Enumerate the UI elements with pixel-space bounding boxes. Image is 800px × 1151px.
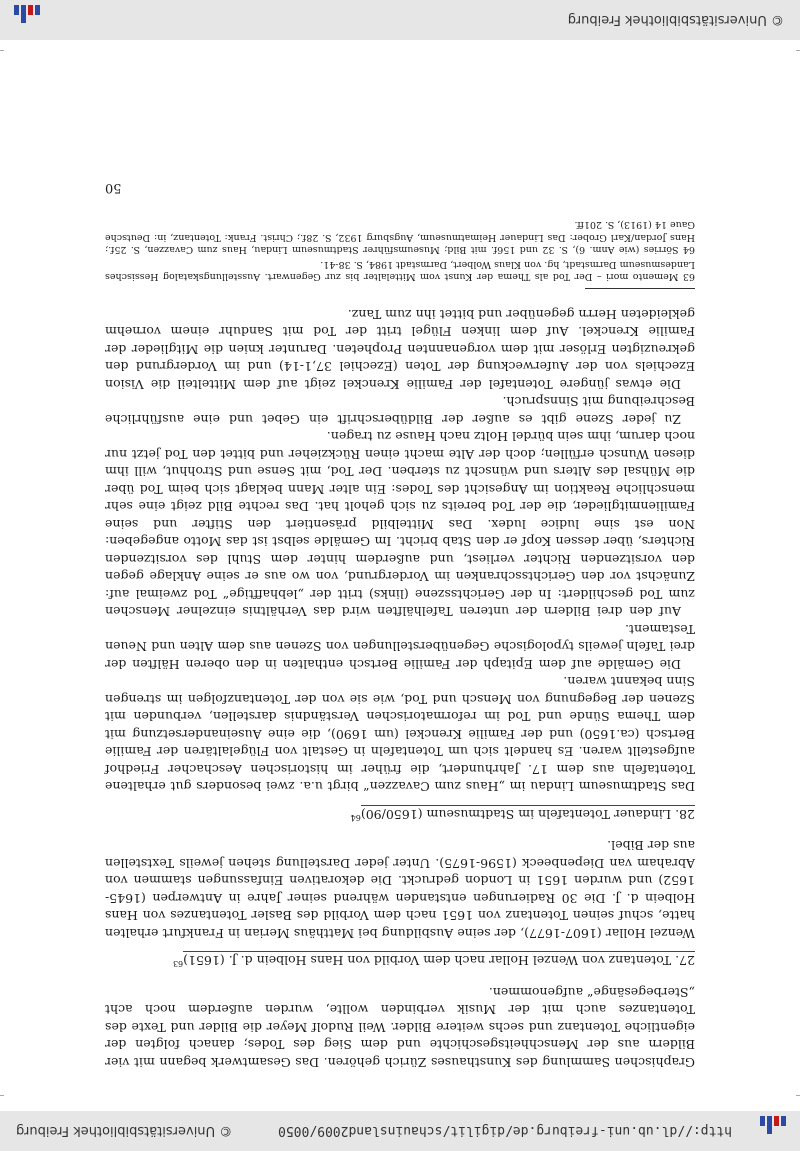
footer-copyright: © Universitätsbibliothek Freiburg <box>567 12 784 28</box>
footer-bar <box>0 0 800 40</box>
section-28-title: 28. Lindauer Totentafeln im Stadtmuseum (1650/90) <box>360 807 695 822</box>
header-bar <box>0 1111 800 1151</box>
section-28-paragraph-5: Die etwas jüngere Totentafel der Familie Krenckel zeigt auf dem Mittelteil die Vision Ezechiels von der Auferweckung der Toten (Ezechiel 37,1-14) und im Vordergrund den gekreuzigten Erlöser mit dem vorgenannten Propheten. Darunter knien die Mitglieder der Familie Krenckel. Auf dem linken Flügel tritt der Tod mit Sanduhr einem vornehm gekleideten Herrn gegenüber und bittet ihn zum Tanz. <box>105 307 695 392</box>
section-27-heading <box>105 952 695 970</box>
footnote-ref-64[interactable]: 64 <box>350 813 361 823</box>
page-content <box>105 81 695 1071</box>
intro-paragraph: Graphischen Sammlung des Kunsthauses Zürich gehören. Das Gesamtwerk begann mit vier Bildern aus der Menschheitsgeschichte und dem Sieg des Todes; danach folgten der eigentliche Totentanz und sechs weitere Bilder. Weil Rudolf Meyer die Bilder und Texte des Totentanzes auch mit der Musik verbinden wollte, wurden außerdem noch acht „Sterbegesänge“ aufgenommen. <box>105 985 695 1070</box>
right-edge-tick <box>796 50 800 51</box>
section-28-paragraph-2: Die Gemälde auf dem Epitaph der Familie Bertsch enthalten in den oberen Hälften der drei Tafeln jeweils typologische Gegenüberstellungen von Szenen aus dem Alten und Neuen Testament. <box>105 622 695 672</box>
left-edge-tick-bottom <box>0 1095 4 1096</box>
section-28-paragraph-4: Zu jeder Szene gibt es außer der Bildüberschrift ein Gebet und eine ausführliche Beschreibung mit Sinnspruch. <box>105 394 695 427</box>
library-logo-icon <box>756 1116 786 1146</box>
footnote-63: 63 Memento mori – Der Tod als Thema der Kunst vom Mittelalter bis zur Gegenwart. Ausstellungskatalog Hessisches Landesmuseum Darmstadt, hg. von Klaus Wolbert, Darmstadt 1984, S. 38-41. <box>105 259 695 283</box>
footnote-divider <box>585 289 695 290</box>
footnote-ref-63[interactable]: 63 <box>172 959 184 969</box>
section-27-title: 27. Totentanz von Wenzel Hollar nach dem Vorbild von Hans Holbein d. J. (1651) <box>183 953 695 969</box>
left-edge-tick <box>0 50 4 51</box>
section-28-heading <box>105 806 695 824</box>
document-url[interactable]: http://dl.ub.uni-freiburg.de/digilit/schauinsland2009/0050 <box>278 1123 732 1139</box>
footer-logo-icon <box>10 5 40 35</box>
right-edge-tick-bottom <box>796 1095 800 1096</box>
footnote-64: 64 Sörries (wie Anm. 6), S. 32 und 156f. mit Bild; Museumsführer Stadtmuseum Lindau, Haus zum Cavazzen, S. 25f.; Hans Jordan/Karl Grober: Das Lindauer Heimatmuseum, Augsburg 1932, S. 28f.; Christ. Frank: Totentanz, in: Deutsche Gaue 14 (1913), S. 201ff. <box>105 219 695 256</box>
page-number: 50 <box>105 180 122 195</box>
section-28-paragraph-1: Das Stadtmuseum Lindau im „Haus zum Cavazzen“ birgt u.a. zwei besonders gut erhaltene Totentafeln aus dem 17. Jahrhundert, die früher im historischen Aeschacher Friedhof aufgestellt waren. Es handelt sich um Totentafeln in Gestalt von Flügelaltären der Familie Bertsch (ca.1650) und der Familie Krenckel (um 1690), die eine Auseinandersetzung mit dem Thema Sünde und Tod im reformatorischen Verständnis darstellen, verbunden mit Szenen der Begegnung von Mensch und Tod, wie sie von der Totentanzfolgen im strengen Sinn bekannt waren. <box>105 674 695 795</box>
section-27-paragraph: Wenzel Hollar (1607-1677), der seine Ausbildung bei Matthäus Merian in Frankfurt erhalten hatte, schuf seinen Totentanz von 1651 nach dem Vorbild des Basler Totentanzes von Hans Holbein d. J. Die 30 Radierungen entstanden während seiner Jahre in Antwerpen (1645-1652) und wurden 1651 in London gedruckt. Die dekorativen Einfassungen stammen von Abraham van Diepenbeeck (1596-1675). Unter jeder Darstellung stehen jeweils Textstellen aus der Bibel. <box>105 838 695 941</box>
header-copyright: © Universitätsbibliothek Freiburg <box>16 1123 233 1139</box>
section-28-paragraph-3: Auf den drei Bildern der unteren Tafelhälften wird das Verhältnis einzelner Menschen zum Tod geschildert: In der Gerichtsszene (links) tritt der „lebhafftige“ Tod zweimal auf: Zunächst vor den Gerichtsschranken im Vordergrund, von wo aus er seine Anklage gegen den vorsitzenden Richter verliest, und außerdem hinter dem Stuhl des vorsitzenden Richters, über dessen Kopf er den Stab bricht. Im Gemälde selbst ist das Motto angegeben: Non est sine ludice ludex. Das Mittelbild präsentiert den Stifter und seine Familienmitglieder, die der Tod bereits zu sich geholt hat. Das rechte Bild zeigt eine sehr menschliche Reaktion im Angesicht des Todes: Ein alter Mann beklagt sich beim Tod über die Mühsal des Alters und wünscht zu sterben. Der Tod, mit Sense und Strohhut, will ihm diesen Wunsch erfüllen; doch der Alte macht einen Rückzieher und bittet den Tod jetzt nur noch darum, ihm sein bürdel Holtz nach Hause zu tragen. <box>105 429 695 620</box>
